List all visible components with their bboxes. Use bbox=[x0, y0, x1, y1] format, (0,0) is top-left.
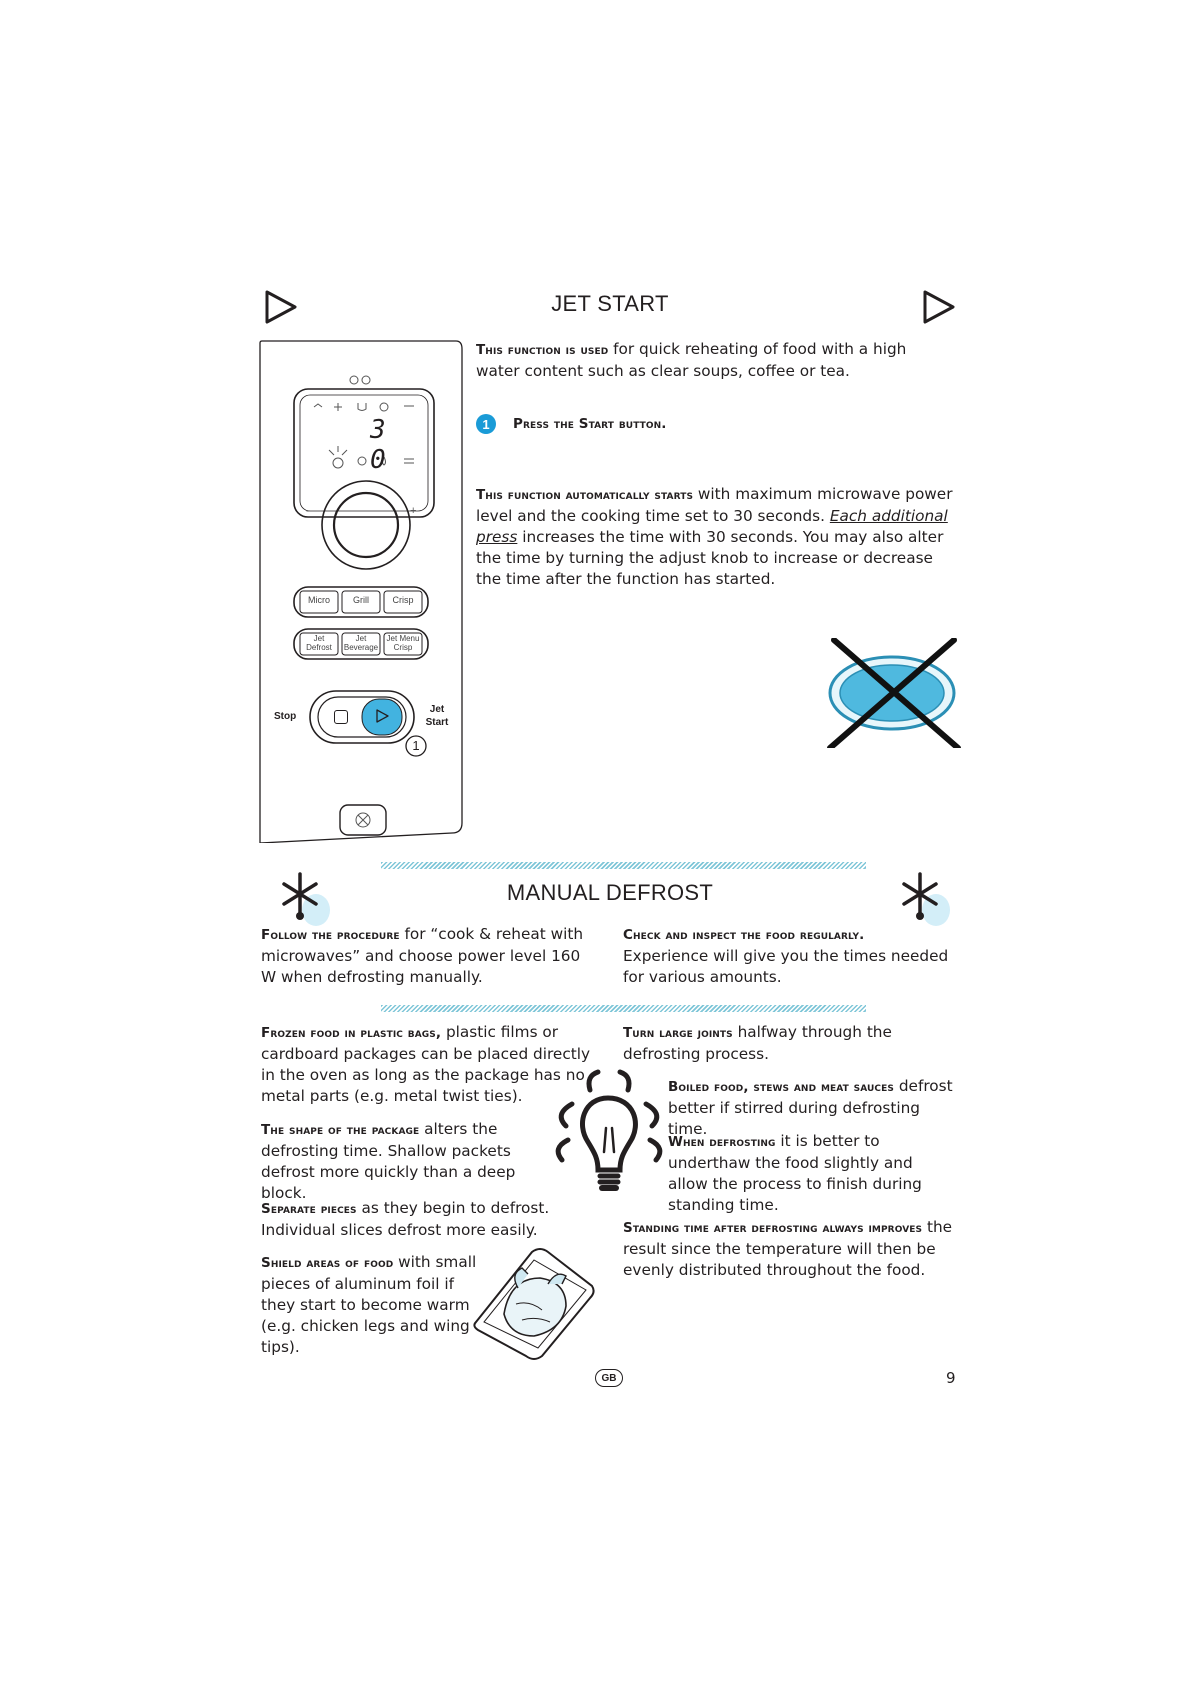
intro-rest: for quick reheating of food with a high water content such as clear soups, coffee or tea. bbox=[476, 340, 907, 380]
page-number: 9 bbox=[946, 1369, 956, 1387]
country-badge: GB bbox=[595, 1369, 623, 1387]
turn-lead: Turn large joints bbox=[623, 1025, 733, 1041]
snowflake-drop-icon-right bbox=[898, 870, 958, 932]
jet-defrost-button[interactable] bbox=[300, 634, 338, 652]
start-play-icon[interactable] bbox=[374, 708, 390, 724]
package-shape-text bbox=[261, 1119, 541, 1204]
jet-label-line2: Start bbox=[425, 717, 449, 728]
jet-beverage-line2: Beverage bbox=[343, 643, 379, 652]
play-icon-right bbox=[920, 288, 958, 326]
control-panel-drawing bbox=[258, 339, 464, 843]
shape-lead: The shape of the package bbox=[261, 1122, 420, 1138]
micro-button[interactable]: Micro bbox=[308, 595, 330, 605]
grill-button[interactable]: Grill bbox=[353, 595, 369, 605]
stop-button[interactable] bbox=[334, 710, 348, 724]
check-lead: Check and inspect the food regularly. bbox=[623, 927, 865, 943]
follow-lead: Follow the procedure bbox=[261, 927, 400, 943]
jet-menu-crisp-button[interactable] bbox=[384, 634, 422, 652]
when-defrosting-text bbox=[668, 1131, 946, 1216]
check-inspect-text bbox=[623, 924, 953, 988]
jet-start-auto bbox=[476, 484, 954, 590]
when-rest: it is better to underthaw the food slightly and allow the process to finish during standing time. bbox=[668, 1132, 922, 1214]
separate-lead: Separate pieces bbox=[261, 1201, 357, 1217]
standing-rest: the result since the temperature will then be evenly distributed throughout the food. bbox=[623, 1218, 953, 1279]
snowflake-drop-icon-left bbox=[278, 870, 338, 932]
turn-rest: halfway through the defrosting process. bbox=[623, 1023, 892, 1063]
manual-defrost-title: MANUAL DEFROST bbox=[506, 880, 714, 905]
shape-rest: alters the defrosting time. Shallow packets defrost more quickly than a deep block. bbox=[261, 1120, 516, 1202]
plus-label: + bbox=[410, 505, 417, 517]
auto-lead: This function automatically starts bbox=[476, 487, 694, 503]
boiled-lead: Boiled food, stews and meat sauces bbox=[668, 1079, 894, 1095]
jet-defrost-line2: Defrost bbox=[306, 643, 332, 652]
separate-rest: as they begin to defrost. Individual slices defrost more easily. bbox=[261, 1199, 550, 1239]
section-divider-bottom bbox=[381, 1005, 866, 1012]
auto-part2: increases the time with 30 seconds. You may also alter the time by turning the adjust knob to increase or decrease the time after the function has started. bbox=[476, 528, 944, 588]
step-instruction: Press the Start button. bbox=[513, 416, 667, 432]
when-lead: When defrosting bbox=[668, 1134, 776, 1150]
jet-start-intro bbox=[476, 339, 954, 382]
crisp-button[interactable]: Crisp bbox=[392, 595, 414, 605]
crossed-dish-illustration bbox=[822, 638, 962, 748]
shield-areas-text bbox=[261, 1252, 486, 1358]
turn-joints-text bbox=[623, 1022, 958, 1065]
play-icon-left bbox=[262, 288, 300, 326]
frozen-food-text bbox=[261, 1022, 591, 1107]
display-readout: 3 0 bbox=[370, 415, 389, 475]
separate-pieces-text bbox=[261, 1198, 561, 1241]
control-panel bbox=[258, 339, 464, 843]
auto-emphasis: Each additional press bbox=[476, 507, 948, 546]
boiled-rest: defrost better if stirred during defrosting time. bbox=[668, 1077, 953, 1138]
jet-label-line1: Jet bbox=[429, 704, 445, 715]
shield-lead: Shield areas of food bbox=[261, 1255, 394, 1271]
standing-lead: Standing time after defrosting always improves bbox=[623, 1220, 923, 1236]
jet-defrost-line1: Jet bbox=[313, 634, 325, 643]
frozen-lead: Frozen food in plastic bags, bbox=[261, 1025, 442, 1041]
auto-part1: with maximum microwave power level and the cooking time set to 30 seconds. bbox=[476, 485, 953, 525]
step-number-badge: 1 bbox=[476, 414, 496, 434]
intro-lead: This function is used bbox=[476, 342, 609, 358]
follow-procedure-text bbox=[261, 924, 596, 988]
check-rest: Experience will give you the times needed for various amounts. bbox=[623, 947, 949, 986]
frozen-rest: plastic films or cardboard packages can be placed directly in the oven as long as the package has no metal parts (e.g. metal twist ties). bbox=[261, 1023, 591, 1105]
jet-beverage-button[interactable] bbox=[342, 634, 380, 652]
follow-rest: for “cook & reheat with microwaves” and choose power level 160 W when defrosting manually. bbox=[261, 925, 584, 986]
lightbulb-icon bbox=[548, 1068, 670, 1200]
jet-start-title: JET START bbox=[551, 291, 669, 316]
shield-rest: with small pieces of aluminum foil if they start to become warm (e.g. chicken legs and wing tips). bbox=[261, 1253, 477, 1356]
section-divider-top bbox=[381, 862, 866, 869]
callout-number: 1 bbox=[412, 738, 420, 753]
chicken-foil-illustration bbox=[470, 1244, 598, 1362]
jet-start-label bbox=[422, 703, 452, 729]
standing-time-text bbox=[623, 1217, 958, 1281]
jet-beverage-line1: Jet bbox=[355, 634, 367, 643]
jet-menu-line2: Crisp bbox=[393, 643, 413, 652]
jet-menu-line1: Jet Menu bbox=[386, 634, 420, 643]
stop-label: Stop bbox=[274, 711, 297, 722]
minus-label: - bbox=[306, 505, 310, 517]
